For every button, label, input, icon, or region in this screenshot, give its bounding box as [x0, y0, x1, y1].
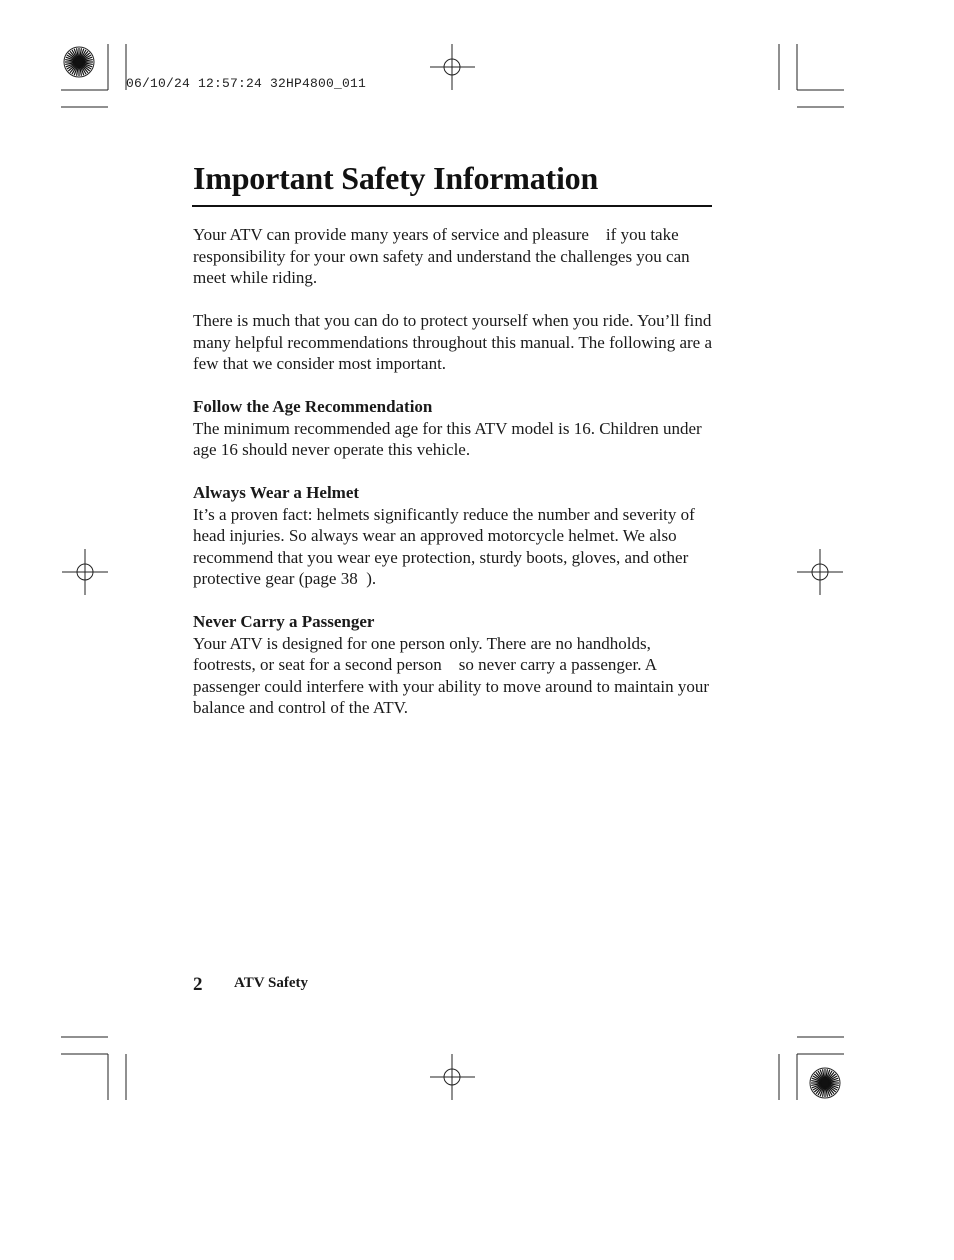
- page-title: Important Safety Information: [193, 160, 599, 196]
- section-body: It’s a proven fact: helmets significantly reduce the number and severity of head injuries. So always wear an approved motorcycle helmet. We also recommend that you wear eye protection, sturdy boots, gloves, and other protective gear (page 38 ).: [193, 504, 695, 589]
- intro-paragraph-2: There is much that you can do to protect yourself when you ride. You’ll find many helpful recommendations throughout this manual. The following are a few that we consider most important.: [193, 311, 713, 374]
- starburst-target-top-left: [64, 47, 94, 77]
- section-no-passenger: [193, 611, 715, 719]
- section-age-recommendation: [193, 396, 715, 461]
- starburst-target-bottom-right: [810, 1068, 840, 1098]
- page-number: 2: [193, 974, 203, 995]
- section-body: The minimum recommended age for this ATV model is 16. Children under age 16 should never operate this vehicle.: [193, 418, 702, 460]
- section-wear-helmet: [193, 482, 715, 590]
- section-body: Your ATV is designed for one person only. There are no handholds, footrests, or seat for a second person so never carry a passenger. A passenger could interfere with your ability to move around to maintain your balance and control of the ATV.: [193, 633, 710, 718]
- section-heading: Follow the Age Recommendation: [193, 397, 433, 416]
- footer-section-title: ATV Safety: [234, 975, 309, 991]
- print-timestamp: 06/10/24 12:57:24 32HP4800_011: [126, 76, 367, 91]
- section-heading: Never Carry a Passenger: [193, 612, 375, 631]
- intro-paragraph-1: Your ATV can provide many years of service and pleasure if you take responsibility for your own safety and understand the challenges you can meet while riding.: [193, 225, 690, 288]
- section-heading: Always Wear a Helmet: [193, 483, 360, 502]
- title-underline: [192, 205, 712, 207]
